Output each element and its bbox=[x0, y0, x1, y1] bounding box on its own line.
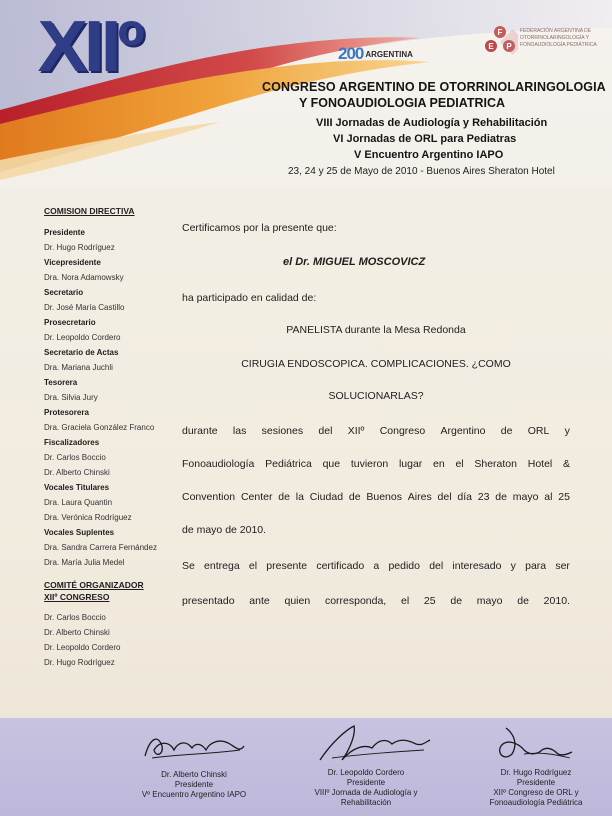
role-label: Presidente bbox=[44, 228, 85, 237]
member-name: Dra. María Julia Medel bbox=[44, 558, 125, 567]
signature-chinski-icon bbox=[140, 728, 250, 764]
member-name: Dr. Leopoldo Cordero bbox=[44, 333, 121, 342]
signer-title: Presidente bbox=[346, 778, 386, 787]
member-name: Dr. Alberto Chinski bbox=[44, 468, 110, 477]
signature-block-chinski bbox=[124, 770, 264, 800]
svg-text:F: F bbox=[497, 28, 503, 37]
signature-block-rodriguez bbox=[466, 768, 606, 808]
signer-title: Presidente bbox=[516, 778, 556, 787]
certificate-header bbox=[0, 0, 612, 190]
congress-title-line2: Y FONOAUDIOLOGIA PEDIATRICA bbox=[299, 96, 506, 110]
role-label: Tesorera bbox=[44, 378, 78, 387]
paragraph1-line3: Convention Center de la Ciudad de Buenos Aires del día 23 de mayo al 25 bbox=[182, 491, 570, 503]
organizer-name: Dr. Leopoldo Cordero bbox=[44, 643, 121, 652]
signer-org: VIIIº Jornada de Audiología y bbox=[314, 788, 418, 797]
commission-heading: COMISION DIRECTIVA bbox=[44, 206, 135, 216]
intro-text: Certificamos por la presente que: bbox=[182, 222, 337, 234]
sidebar-commission bbox=[44, 206, 176, 670]
fep-org-name: FEDERACIÓN ARGENTINA DE OTORRINOLARINGOLOGÍA Y FONOAUDIOLOGÍA PEDIÁTRICA bbox=[520, 28, 597, 48]
signature-block-cordero bbox=[296, 768, 436, 808]
recipient-name: el Dr. MIGUEL MOSCOVICZ bbox=[283, 256, 426, 268]
member-name: Dr. José María Castillo bbox=[44, 303, 125, 312]
organizer-name: Dr. Carlos Boccio bbox=[44, 613, 106, 622]
paragraph2-line1: Se entrega el presente certificado a pedido del interesado y para ser bbox=[182, 560, 570, 572]
paragraph1-line1: durante las sesiones del XIIº Congreso Argentino de ORL y bbox=[182, 425, 570, 437]
member-name: Dr. Carlos Boccio bbox=[44, 453, 106, 462]
participation-text: ha participado en calidad de: bbox=[182, 292, 317, 304]
signer-org: XIIº Congreso de ORL y bbox=[493, 788, 579, 797]
paragraph1-line4: de mayo de 2010. bbox=[182, 524, 267, 536]
svg-text:E: E bbox=[488, 42, 494, 51]
member-name: Dra. Verónica Rodríguez bbox=[44, 513, 132, 522]
signer-org-line2: Rehabilitación bbox=[340, 798, 392, 807]
subtitle-iapo: V Encuentro Argentino IAPO bbox=[354, 149, 504, 161]
argentina-200-badge bbox=[338, 44, 413, 64]
role-label: Protesorera bbox=[44, 408, 89, 417]
role-label: Vocales Suplentes bbox=[44, 528, 115, 537]
role-label: Prosecretario bbox=[44, 318, 96, 327]
role-label: Secretario de Actas bbox=[44, 348, 119, 357]
member-name: Dra. Graciela González Franco bbox=[44, 423, 155, 432]
event-dates: 23, 24 y 25 de Mayo de 2010 - Buenos Aires Sheraton Hotel bbox=[288, 166, 555, 177]
fep-logo-icon bbox=[482, 24, 518, 60]
signer-name: Dr. Leopoldo Cordero bbox=[327, 768, 405, 777]
badge-200-label: ARGENTINA bbox=[365, 49, 413, 59]
signer-name: Dr. Hugo Rodríguez bbox=[500, 768, 572, 777]
role-label: Secretario bbox=[44, 288, 84, 297]
topic-line1: CIRUGIA ENDOSCOPICA. COMPLICACIONES. ¿COMO bbox=[241, 358, 511, 370]
congress-title-line1: CONGRESO ARGENTINO DE OTORRINOLARINGOLOGIA bbox=[262, 80, 606, 94]
organizing-committee-heading: COMITÉ ORGANIZADOR bbox=[44, 580, 144, 590]
badge-200-number: 200 bbox=[338, 44, 364, 63]
signer-name: Dr. Alberto Chinski bbox=[161, 770, 227, 779]
organizer-name: Dr. Hugo Rodríguez bbox=[44, 658, 115, 667]
member-name: Dra. Nora Adamowsky bbox=[44, 273, 124, 282]
paragraph2-line2: presentado ante quien corresponda, el 25 de mayo de 2010. bbox=[182, 595, 570, 607]
signer-title: Presidente bbox=[174, 780, 214, 789]
role-label: Fiscalizadores bbox=[44, 438, 100, 447]
topic-line2: SOLUCIONARLAS? bbox=[328, 390, 424, 402]
role-label: Vicepresidente bbox=[44, 258, 101, 267]
member-name: Dr. Hugo Rodríguez bbox=[44, 243, 115, 252]
signer-org-line2: Fonoaudiología Pediátrica bbox=[489, 798, 583, 807]
subtitle-audiologia: VIII Jornadas de Audiología y Rehabilitación bbox=[316, 117, 548, 129]
organizing-committee-subheading: XIIº CONGRESO bbox=[44, 592, 110, 602]
member-name: Dra. Laura Quantin bbox=[44, 498, 113, 507]
member-name: Dra. Silvia Jury bbox=[44, 393, 98, 402]
paragraph1-line2: Fonoaudiología Pediátrica que tuvieron lugar en el Sheraton Hotel & bbox=[182, 458, 570, 470]
member-name: Dra. Mariana Juchli bbox=[44, 363, 113, 372]
subtitle-orl-pediatras: VI Jornadas de ORL para Pediatras bbox=[333, 133, 517, 145]
member-name: Dra. Sandra Carrera Fernández bbox=[44, 543, 157, 552]
congress-logo-xii: XIIº bbox=[37, 7, 141, 87]
svg-text:P: P bbox=[506, 42, 512, 51]
participation-role: PANELISTA durante la Mesa Redonda bbox=[286, 324, 466, 336]
signer-org: Vº Encuentro Argentino IAPO bbox=[141, 790, 247, 799]
role-label: Vocales Titulares bbox=[44, 483, 110, 492]
signature-footer bbox=[0, 718, 612, 816]
organizer-name: Dr. Alberto Chinski bbox=[44, 628, 110, 637]
